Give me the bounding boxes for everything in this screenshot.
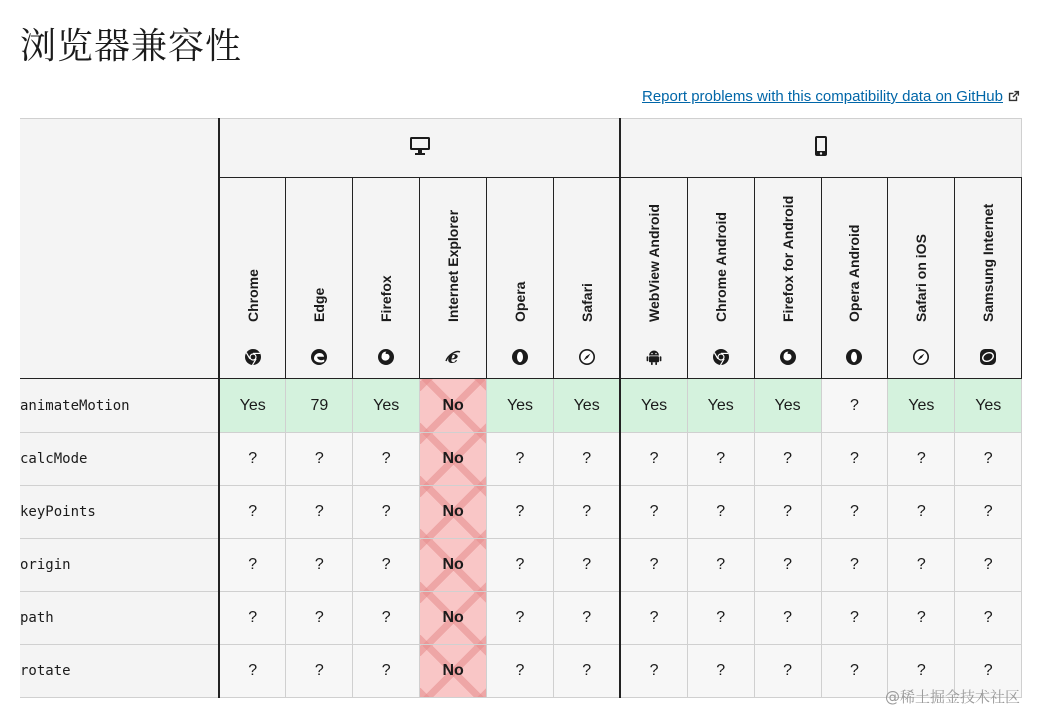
browser-name: Firefox: [378, 275, 395, 322]
browser-header: [754, 178, 821, 379]
browser-header: [487, 178, 554, 379]
support-cell[interactable]: No: [420, 486, 487, 539]
support-cell[interactable]: ?: [620, 433, 687, 486]
table-row: [20, 433, 1022, 486]
support-cell[interactable]: ?: [219, 433, 286, 486]
support-cell[interactable]: ?: [821, 433, 888, 486]
edge-icon: [310, 348, 328, 366]
feature-name[interactable]: path: [20, 592, 219, 645]
support-cell[interactable]: No: [420, 539, 487, 592]
safari-icon: [578, 348, 596, 366]
support-cell[interactable]: ?: [754, 486, 821, 539]
firefox-icon: [779, 348, 797, 366]
browser-header: [888, 178, 955, 379]
support-cell[interactable]: ?: [620, 645, 687, 698]
support-cell[interactable]: Yes: [219, 379, 286, 433]
platform-desktop: [219, 119, 620, 178]
support-cell[interactable]: Yes: [487, 379, 554, 433]
support-cell[interactable]: ?: [286, 433, 353, 486]
ie-icon: [444, 348, 462, 366]
support-cell[interactable]: ?: [754, 539, 821, 592]
support-cell[interactable]: ?: [754, 645, 821, 698]
support-cell[interactable]: ?: [553, 539, 620, 592]
support-cell[interactable]: ?: [353, 645, 420, 698]
support-cell[interactable]: ?: [553, 486, 620, 539]
support-cell[interactable]: ?: [219, 539, 286, 592]
support-cell[interactable]: ?: [888, 592, 955, 645]
browser-name: Opera Android: [846, 224, 863, 322]
feature-name[interactable]: animateMotion: [20, 379, 219, 433]
support-cell[interactable]: Yes: [687, 379, 754, 433]
support-cell[interactable]: ?: [955, 486, 1022, 539]
table-corner: [20, 119, 219, 379]
support-cell[interactable]: ?: [754, 592, 821, 645]
browser-header: [420, 178, 487, 379]
support-cell[interactable]: Yes: [955, 379, 1022, 433]
support-cell[interactable]: ?: [687, 486, 754, 539]
opera-icon: [845, 348, 863, 366]
opera-icon: [511, 348, 529, 366]
support-cell[interactable]: ?: [955, 539, 1022, 592]
feature-name[interactable]: origin: [20, 539, 219, 592]
browser-header: [687, 178, 754, 379]
page-title: 浏览器兼容性: [20, 26, 243, 67]
support-cell[interactable]: ?: [955, 592, 1022, 645]
feature-name[interactable]: calcMode: [20, 433, 219, 486]
support-cell[interactable]: ?: [754, 433, 821, 486]
support-cell[interactable]: ?: [888, 433, 955, 486]
chrome-icon: [244, 348, 262, 366]
support-cell[interactable]: ?: [687, 433, 754, 486]
support-cell[interactable]: ?: [286, 592, 353, 645]
table-row: [20, 592, 1022, 645]
support-cell[interactable]: ?: [353, 592, 420, 645]
support-cell[interactable]: ?: [955, 645, 1022, 698]
support-cell[interactable]: ?: [353, 433, 420, 486]
browser-header: [553, 178, 620, 379]
table-row: [20, 486, 1022, 539]
support-cell[interactable]: ?: [353, 486, 420, 539]
support-cell[interactable]: 79: [286, 379, 353, 433]
browser-header: [955, 178, 1022, 379]
support-cell[interactable]: ?: [286, 486, 353, 539]
support-cell[interactable]: ?: [821, 379, 888, 433]
browser-name: Opera: [512, 281, 528, 322]
desktop-icon: [409, 136, 431, 156]
support-cell[interactable]: ?: [620, 539, 687, 592]
support-cell[interactable]: ?: [219, 645, 286, 698]
report-problems: [642, 88, 1020, 105]
table-row: [20, 645, 1022, 698]
support-cell[interactable]: No: [420, 645, 487, 698]
support-cell[interactable]: No: [420, 379, 487, 433]
browser-name: Samsung Internet: [980, 203, 997, 322]
external-link-icon: [1007, 90, 1020, 103]
browser-name: Edge: [311, 287, 328, 322]
browser-header: [620, 178, 687, 379]
browser-name: Internet Explorer: [445, 209, 462, 322]
support-cell[interactable]: ?: [955, 433, 1022, 486]
support-cell[interactable]: ?: [487, 645, 554, 698]
table-row: [20, 379, 1022, 433]
table-row: [20, 539, 1022, 592]
support-cell[interactable]: ?: [821, 592, 888, 645]
support-cell[interactable]: Yes: [553, 379, 620, 433]
browser-name: Chrome: [244, 269, 261, 322]
mobile-icon: [814, 135, 828, 157]
feature-name[interactable]: rotate: [20, 645, 219, 698]
support-cell[interactable]: ?: [888, 539, 955, 592]
support-cell[interactable]: ?: [888, 645, 955, 698]
chrome-icon: [712, 348, 730, 366]
browser-name: Safari on iOS: [913, 234, 930, 322]
support-cell[interactable]: ?: [821, 539, 888, 592]
support-cell[interactable]: ?: [286, 645, 353, 698]
browser-header: [821, 178, 888, 379]
support-cell[interactable]: ?: [620, 486, 687, 539]
support-cell[interactable]: ?: [286, 539, 353, 592]
support-cell[interactable]: ?: [620, 592, 687, 645]
support-cell[interactable]: No: [420, 592, 487, 645]
browser-name: Firefox for Android: [779, 195, 796, 322]
watermark: @稀土掘金技术社区: [884, 688, 1020, 706]
support-cell[interactable]: Yes: [754, 379, 821, 433]
browser-name: Safari: [578, 283, 595, 322]
support-cell[interactable]: ?: [487, 486, 554, 539]
support-cell[interactable]: ?: [553, 645, 620, 698]
browser-name: Chrome Android: [712, 212, 729, 322]
support-cell[interactable]: ?: [219, 592, 286, 645]
support-cell[interactable]: ?: [687, 645, 754, 698]
support-cell[interactable]: ?: [487, 433, 554, 486]
support-cell[interactable]: ?: [219, 486, 286, 539]
firefox-icon: [377, 348, 395, 366]
browser-header: [286, 178, 353, 379]
safari-icon: [912, 348, 930, 366]
support-cell[interactable]: ?: [888, 486, 955, 539]
android-icon: [645, 348, 663, 366]
support-cell[interactable]: ?: [353, 539, 420, 592]
support-cell[interactable]: ?: [821, 645, 888, 698]
support-cell[interactable]: ?: [821, 486, 888, 539]
compat-table: [20, 118, 1022, 698]
report-problems-link[interactable]: Report problems with this compatibility data on GitHub: [642, 88, 1003, 105]
samsung-icon: [979, 348, 997, 366]
support-cell[interactable]: ?: [687, 592, 754, 645]
support-cell[interactable]: ?: [553, 592, 620, 645]
platform-mobile: [620, 119, 1021, 178]
browser-header: [219, 178, 286, 379]
support-cell[interactable]: ?: [487, 592, 554, 645]
support-cell[interactable]: Yes: [888, 379, 955, 433]
browser-header: [353, 178, 420, 379]
support-cell[interactable]: Yes: [353, 379, 420, 433]
support-cell[interactable]: ?: [687, 539, 754, 592]
support-cell[interactable]: ?: [487, 539, 554, 592]
feature-name[interactable]: keyPoints: [20, 486, 219, 539]
support-cell[interactable]: No: [420, 433, 487, 486]
browser-name: WebView Android: [646, 204, 663, 322]
support-cell[interactable]: ?: [553, 433, 620, 486]
support-cell[interactable]: Yes: [620, 379, 687, 433]
svg-text:e: e: [447, 348, 459, 366]
